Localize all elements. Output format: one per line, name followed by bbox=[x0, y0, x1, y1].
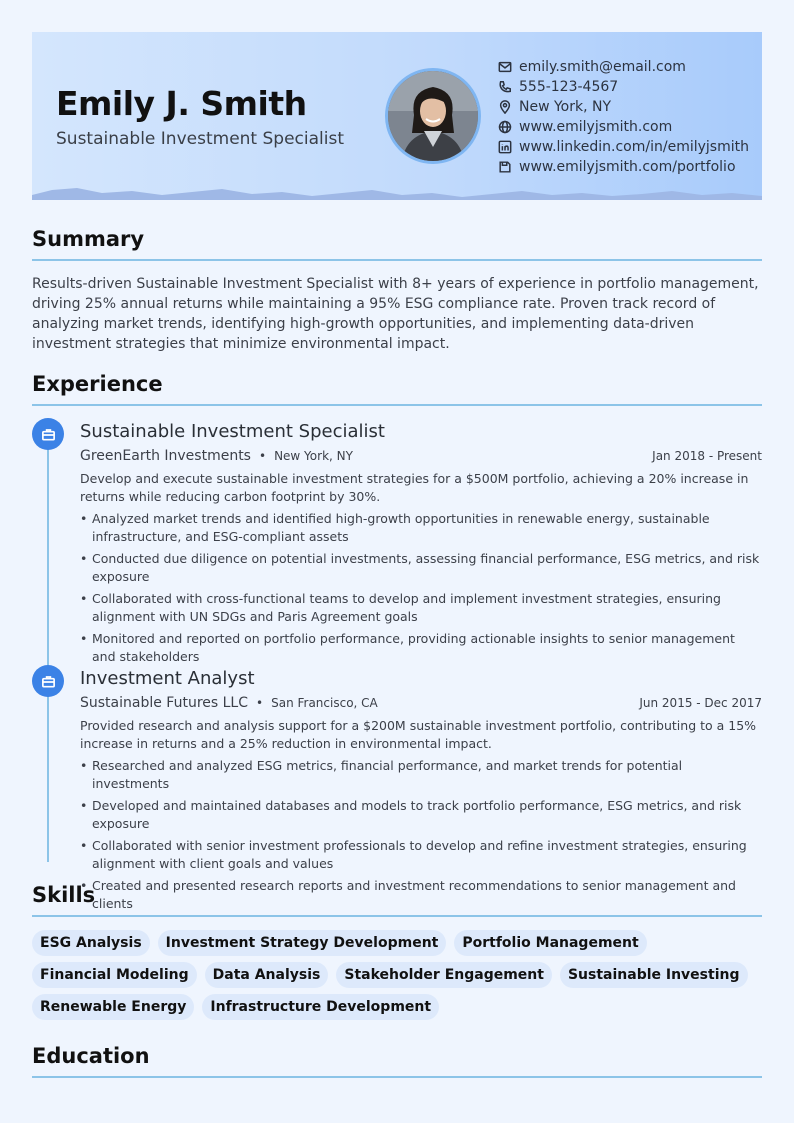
education-heading: Education bbox=[32, 1044, 762, 1078]
list-item: • Monitored and reported on portfolio performance, providing actionable insights to senior management and stakeholders bbox=[80, 630, 762, 666]
contact-website-text: www.emilyjsmith.com bbox=[519, 119, 673, 135]
skill-tag: Data Analysis bbox=[205, 962, 329, 988]
summary-heading: Summary bbox=[32, 227, 762, 261]
contact-phone[interactable] bbox=[497, 77, 749, 97]
contact-portfolio-text: www.emilyjsmith.com/portfolio bbox=[519, 159, 736, 175]
header-banner bbox=[32, 32, 762, 200]
candidate-title: Sustainable Investment Specialist bbox=[56, 129, 344, 149]
skill-tag: Renewable Energy bbox=[32, 994, 194, 1020]
job-company: Sustainable Futures LLC bbox=[80, 695, 249, 711]
list-item: • Conducted due diligence on potential investments, assessing financial performance, ESG metrics, and risk exposure bbox=[80, 550, 762, 586]
portfolio-icon bbox=[497, 159, 513, 175]
profile-photo bbox=[388, 71, 478, 161]
contact-website[interactable] bbox=[497, 117, 749, 137]
contact-location bbox=[497, 97, 749, 117]
job-meta bbox=[80, 448, 762, 470]
skill-tag: ESG Analysis bbox=[32, 930, 150, 956]
list-item: • Researched and analyzed ESG metrics, financial performance, and market trends for potential investments bbox=[80, 757, 762, 793]
contact-linkedin[interactable] bbox=[497, 137, 749, 157]
job-meta bbox=[80, 695, 762, 717]
job-entry bbox=[80, 421, 762, 670]
linkedin-icon bbox=[497, 139, 513, 155]
job-bullets bbox=[80, 510, 762, 666]
briefcase-icon bbox=[32, 418, 64, 450]
job-title: Investment Analyst bbox=[80, 668, 255, 689]
contact-email-text: emily.smith@email.com bbox=[519, 59, 686, 75]
skill-tag: Financial Modeling bbox=[32, 962, 197, 988]
summary-text: Results-driven Sustainable Investment Specialist with 8+ years of experience in portfolio management, driving 25% annual returns while maintaining a 95% ESG compliance rate. Proven track record of analyzing market trends, identifying high-growth opportunities, and implementing data-driven investment strategies that minimize environmental impact. bbox=[32, 276, 759, 352]
avatar bbox=[385, 68, 481, 164]
job-title: Sustainable Investment Specialist bbox=[80, 421, 385, 442]
job-company: GreenEarth Investments bbox=[80, 448, 251, 464]
experience-heading: Experience bbox=[32, 372, 762, 406]
separator-dot: • bbox=[258, 449, 267, 463]
job-description: Develop and execute sustainable investment strategies for a $500M portfolio, achieving a 20% increase in returns while reducing carbon footprint by 30%. bbox=[80, 471, 749, 504]
list-item: • Analyzed market trends and identified high-growth opportunities in renewable energy, sustainable infrastructure, and ESG-compliant assets bbox=[80, 510, 762, 546]
contact-linkedin-text: www.linkedin.com/in/emilyjsmith bbox=[519, 139, 749, 155]
contact-email[interactable] bbox=[497, 57, 749, 77]
list-item: • Developed and maintained databases and models to track portfolio performance, ESG metrics, and risk exposure bbox=[80, 797, 762, 833]
phone-icon bbox=[497, 79, 513, 95]
list-item: • Collaborated with senior investment professionals to develop and refine investment strategies, ensuring alignment with client goals and values bbox=[80, 837, 762, 873]
location-pin-icon bbox=[497, 99, 513, 115]
job-description: Provided research and analysis support for a $200M sustainable investment portfolio, contributing to a 15% increase in returns and a 25% reduction in environmental impact. bbox=[80, 718, 757, 751]
job-location: San Francisco, CA bbox=[271, 696, 378, 710]
skills-heading: Skills bbox=[32, 883, 762, 917]
experience-timeline bbox=[47, 432, 49, 862]
skill-tag: Investment Strategy Development bbox=[158, 930, 447, 956]
job-entry bbox=[80, 668, 762, 917]
contact-list bbox=[497, 57, 749, 177]
contact-portfolio[interactable] bbox=[497, 157, 749, 177]
list-item: • Created and presented research reports and investment recommendations to senior management and clients bbox=[80, 877, 762, 913]
separator-dot: • bbox=[256, 696, 264, 710]
skills-list bbox=[32, 930, 762, 1020]
skill-tag: Infrastructure Development bbox=[202, 994, 439, 1020]
job-location: New York, NY bbox=[274, 449, 353, 463]
skill-tag: Sustainable Investing bbox=[560, 962, 748, 988]
skill-tag: Portfolio Management bbox=[454, 930, 646, 956]
decorative-waves bbox=[32, 186, 762, 200]
globe-icon bbox=[497, 119, 513, 135]
candidate-name: Emily J. Smith bbox=[56, 84, 307, 123]
contact-phone-text: 555-123-4567 bbox=[519, 79, 619, 95]
briefcase-icon bbox=[32, 665, 64, 697]
email-icon bbox=[497, 59, 513, 75]
job-dates: Jan 2018 - Present bbox=[652, 449, 762, 463]
skill-tag: Stakeholder Engagement bbox=[336, 962, 552, 988]
list-item: • Collaborated with cross-functional teams to develop and implement investment strategies, ensuring alignment with UN SDGs and Paris Agreement goals bbox=[80, 590, 762, 626]
job-dates: Jun 2015 - Dec 2017 bbox=[639, 696, 762, 710]
contact-location-text: New York, NY bbox=[519, 99, 612, 115]
